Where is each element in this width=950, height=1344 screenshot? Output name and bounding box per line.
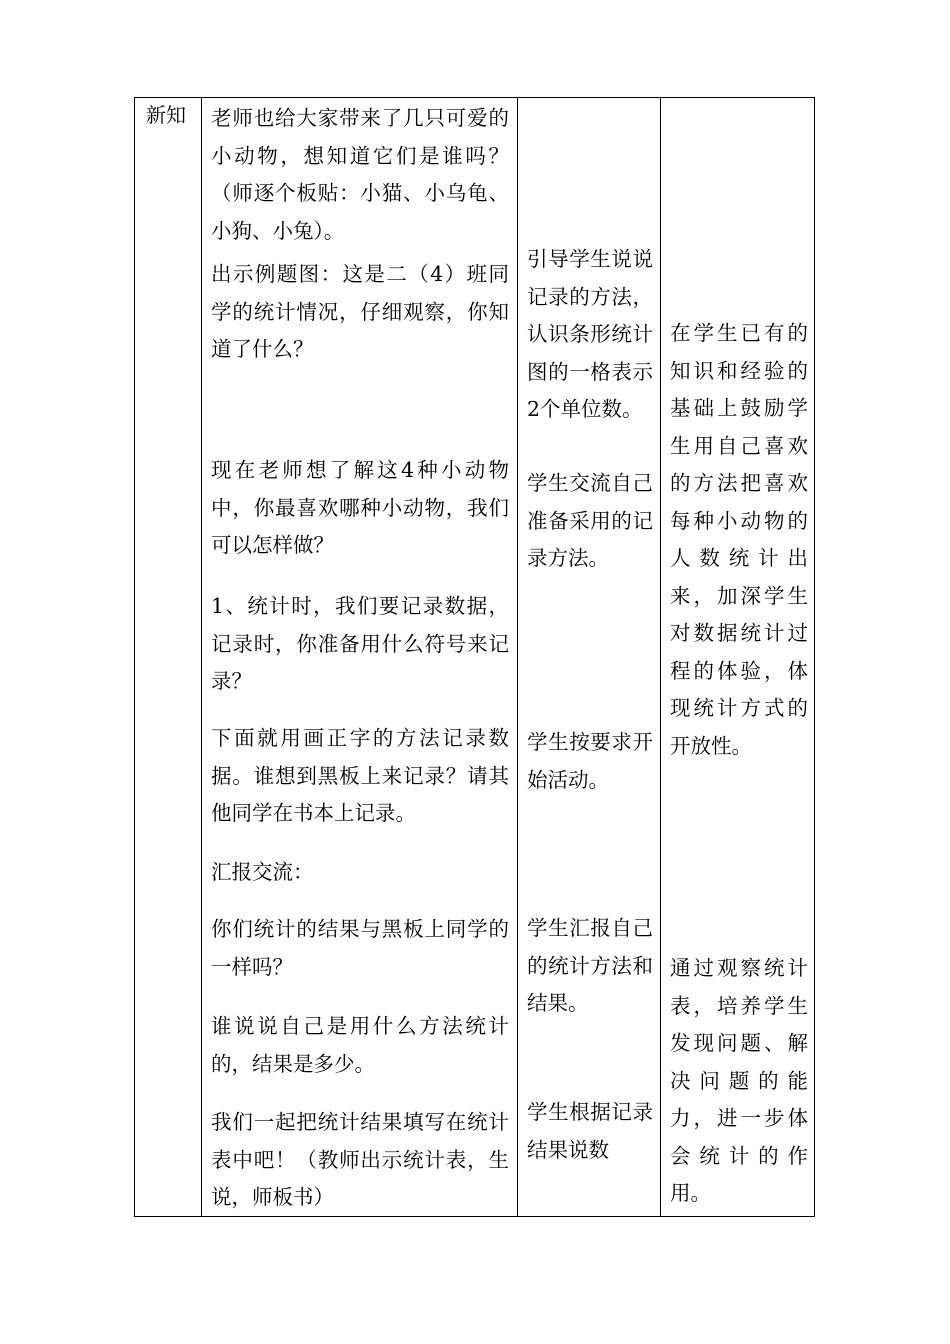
student-paragraph: 学生汇报自己的统计方法和结果。 bbox=[527, 916, 653, 1015]
teacher-activity-column bbox=[202, 98, 518, 1216]
teacher-paragraph: 汇报交流： bbox=[211, 860, 314, 884]
design-intent-column bbox=[661, 98, 816, 1216]
teacher-paragraph: 现在老师想了解这4种小动物中，你最喜欢哪种小动物，我们可以怎样做？ bbox=[211, 458, 509, 557]
student-paragraph: 学生按要求开始活动。 bbox=[527, 730, 653, 792]
student-paragraph: 引导学生说说记录的方法，认识条形统计图的一格表示2个单位数。 bbox=[527, 247, 653, 421]
teacher-paragraph: 我们一起把统计结果填写在统计表中吧！（教师出示统计表，生说，师板书） bbox=[211, 1110, 509, 1209]
student-paragraph: 学生根据记录结果说数 bbox=[527, 1100, 653, 1162]
teacher-paragraph: 下面就用画正字的方法记录数据。谁想到黑板上来记录？请其他同学在书本上记录。 bbox=[211, 726, 509, 825]
teacher-paragraph: 谁说说自己是用什么方法统计的，结果是多少。 bbox=[211, 1014, 509, 1076]
teacher-paragraph: 1、统计时，我们要记录数据，记录时，你准备用什么符号来记录？ bbox=[211, 594, 509, 693]
intent-paragraph: 在学生已有的知识和经验的基础上鼓励学生用自己喜欢的方法把喜欢每种小动物的人数统计出来，加深学生对数据统计过程的体验，体现统计方式的开放性。 bbox=[670, 321, 808, 758]
lesson-plan-table bbox=[134, 97, 815, 1217]
intent-paragraph: 通过观察统计表，培养学生发现问题、解决问题的能力，进一步体会统计的作用。 bbox=[670, 956, 808, 1205]
stage-column bbox=[135, 98, 202, 1216]
student-activity-column bbox=[518, 98, 661, 1216]
teacher-paragraph: 老师也给大家带来了几只可爱的小动物，想知道它们是谁吗？（师逐个板贴：小猫、小乌龟、小狗、小兔）。 bbox=[211, 106, 509, 243]
teacher-paragraph: 你们统计的结果与黑板上同学的一样吗？ bbox=[211, 917, 509, 979]
stage-label: 新知 bbox=[146, 103, 186, 127]
teacher-paragraph: 出示例题图：这是二（4）班同学的统计情况，仔细观察，你知道了什么？ bbox=[211, 262, 509, 361]
student-paragraph: 学生交流自己准备采用的记录方法。 bbox=[527, 471, 653, 570]
